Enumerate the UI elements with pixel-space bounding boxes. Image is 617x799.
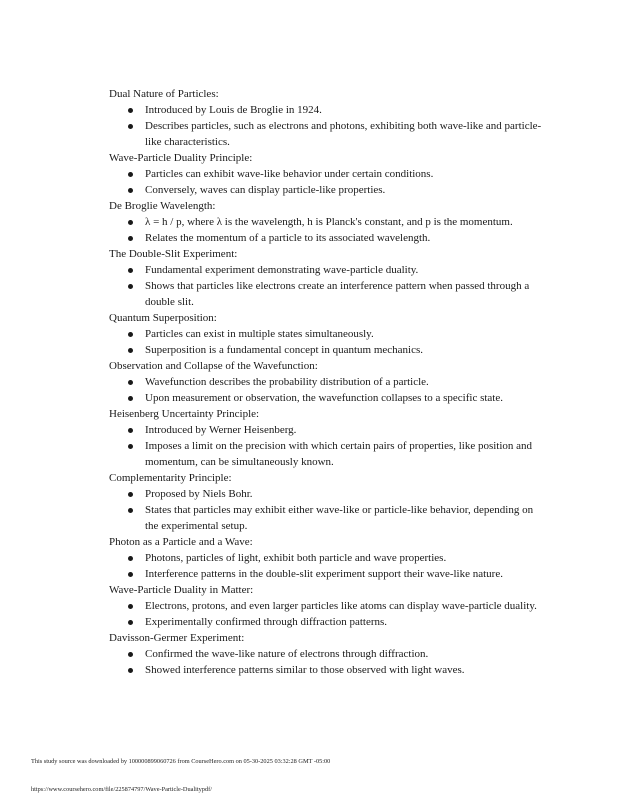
bullet-text: States that particles may exhibit either wave-like or particle-like behavior, depending on the experimental setup. [145, 504, 534, 532]
section-heisenberg-uncertainty [109, 406, 549, 470]
bullet-item [145, 262, 549, 278]
section-heading: Wave-Particle Duality Principle: [109, 152, 253, 164]
bullet-item [145, 550, 549, 566]
bullet-list [109, 486, 549, 534]
bullet-icon [128, 508, 133, 513]
bullet-list [109, 262, 549, 310]
bullet-text: Confirmed the wave-like nature of electrons through diffraction. [145, 648, 429, 660]
bullet-text: Photons, particles of light, exhibit both particle and wave properties. [145, 552, 447, 564]
section-observation-collapse [109, 358, 549, 406]
bullet-item [145, 422, 549, 438]
bullet-item [145, 102, 549, 118]
bullet-list [109, 374, 549, 406]
bullet-text: Upon measurement or observation, the wavefunction collapses to a specific state. [145, 392, 503, 404]
bullet-item [145, 662, 549, 678]
bullet-icon [128, 444, 133, 449]
bullet-item [145, 326, 549, 342]
bullet-icon [128, 268, 133, 273]
bullet-item [145, 566, 549, 582]
bullet-list [109, 422, 549, 470]
bullet-item [145, 438, 549, 470]
bullet-list [109, 326, 549, 358]
section-double-slit-experiment [109, 246, 549, 310]
section-dual-nature [109, 86, 549, 150]
bullet-text: Interference patterns in the double-slit experiment support their wave-like nature. [145, 568, 503, 580]
bullet-item [145, 214, 549, 230]
bullet-text: Relates the momentum of a particle to its associated wavelength. [145, 232, 431, 244]
section-heading: Complementarity Principle: [109, 472, 232, 484]
bullet-icon [128, 572, 133, 577]
download-note: This study source was downloaded by 100000899060726 from CourseHero.com on 05-30-2025 03:32:28 GMT -05:00 [31, 758, 331, 765]
bullet-item [145, 182, 549, 198]
section-de-broglie-wavelength [109, 198, 549, 246]
section-heading: Heisenberg Uncertainty Principle: [109, 408, 260, 420]
bullet-item [145, 598, 549, 614]
bullet-icon [128, 668, 133, 673]
bullet-text: Experimentally confirmed through diffraction patterns. [145, 616, 388, 628]
section-heading: Davisson-Germer Experiment: [109, 632, 245, 644]
bullet-item [145, 390, 549, 406]
bullet-icon [128, 492, 133, 497]
bullet-list [109, 214, 549, 246]
bullet-icon [128, 652, 133, 657]
bullet-item [145, 166, 549, 182]
bullet-list [109, 646, 549, 678]
section-wave-particle-duality-principle [109, 150, 549, 198]
bullet-text: Fundamental experiment demonstrating wave-particle duality. [145, 264, 419, 276]
section-heading: Quantum Superposition: [109, 312, 217, 324]
bullet-text: λ = h / p, where λ is the wavelength, h is Planck's constant, and p is the momentum. [145, 216, 513, 228]
bullet-item [145, 342, 549, 358]
section-complementarity-principle [109, 470, 549, 534]
section-heading: Observation and Collapse of the Wavefunction: [109, 360, 318, 372]
bullet-icon [128, 284, 133, 289]
bullet-item [145, 278, 549, 310]
bullet-icon [128, 380, 133, 385]
bullet-item [145, 230, 549, 246]
section-heading: Wave-Particle Duality in Matter: [109, 584, 254, 596]
bullet-list [109, 598, 549, 630]
bullet-item [145, 502, 549, 534]
bullet-icon [128, 428, 133, 433]
bullet-text: Showed interference patterns similar to those observed with light waves. [145, 664, 465, 676]
bullet-icon [128, 332, 133, 337]
bullet-item [145, 614, 549, 630]
bullet-item [145, 646, 549, 662]
bullet-list [109, 166, 549, 198]
bullet-list [109, 550, 549, 582]
bullet-icon [128, 348, 133, 353]
section-duality-in-matter [109, 582, 549, 630]
bullet-text: Describes particles, such as electrons and photons, exhibiting both wave-like and particle-like characteristics. [145, 120, 542, 148]
section-heading: The Double-Slit Experiment: [109, 248, 238, 260]
bullet-text: Proposed by Niels Bohr. [145, 488, 253, 500]
bullet-text: Superposition is a fundamental concept in quantum mechanics. [145, 344, 423, 356]
bullet-text: Imposes a limit on the precision with which certain pairs of properties, like position and momentum, can be simultaneously known. [145, 440, 533, 468]
bullet-text: Shows that particles like electrons create an interference pattern when passed through a double slit. [145, 280, 530, 308]
bullet-icon [128, 172, 133, 177]
section-quantum-superposition [109, 310, 549, 358]
bullet-text: Wavefunction describes the probability distribution of a particle. [145, 376, 429, 388]
bullet-item [145, 374, 549, 390]
bullet-list [109, 102, 549, 150]
source-url-link[interactable]: https://www.coursehero.com/file/225874797/Wave-Particle-Dualitypdf/ [31, 786, 212, 793]
section-davisson-germer [109, 630, 549, 678]
bullet-text: Introduced by Louis de Broglie in 1924. [145, 104, 322, 116]
bullet-text: Conversely, waves can display particle-like properties. [145, 184, 386, 196]
bullet-icon [128, 188, 133, 193]
bullet-icon [128, 604, 133, 609]
bullet-text: Introduced by Werner Heisenberg. [145, 424, 297, 436]
bullet-icon [128, 236, 133, 241]
section-heading: Dual Nature of Particles: [109, 88, 219, 100]
document-body [109, 86, 549, 678]
bullet-icon [128, 220, 133, 225]
section-heading: Photon as a Particle and a Wave: [109, 536, 253, 548]
bullet-icon [128, 556, 133, 561]
bullet-text: Particles can exhibit wave-like behavior under certain conditions. [145, 168, 434, 180]
bullet-item [145, 486, 549, 502]
bullet-icon [128, 620, 133, 625]
bullet-icon [128, 124, 133, 129]
section-heading: De Broglie Wavelength: [109, 200, 216, 212]
bullet-item [145, 118, 549, 150]
bullet-text: Particles can exist in multiple states simultaneously. [145, 328, 374, 340]
section-photon-particle-wave [109, 534, 549, 582]
bullet-text: Electrons, protons, and even larger particles like atoms can display wave-particle duality. [145, 600, 537, 612]
bullet-icon [128, 396, 133, 401]
bullet-icon [128, 108, 133, 113]
